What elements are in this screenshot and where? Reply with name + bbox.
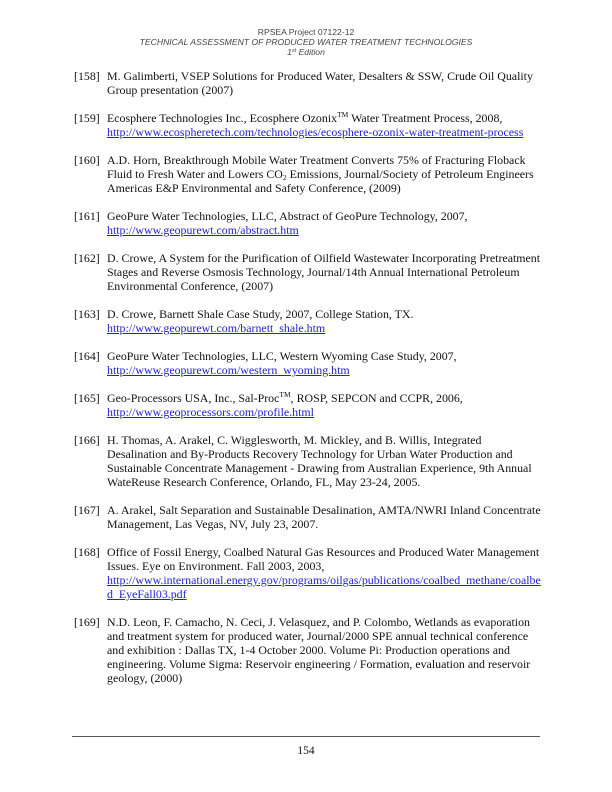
reference-text: D. Crowe, A System for the Purification of Oilfield Wastewater Incorporating Pretreatment Stages and Reverse Osmosis Technology, Journal/14th Annual International Petroleum Environmental Conference, (2007) bbox=[107, 251, 541, 293]
reference-link[interactable]: http://www.geoprocessors.com/profile.html bbox=[107, 405, 314, 419]
reference-158 bbox=[74, 69, 544, 97]
reference-number: [168] bbox=[74, 545, 100, 559]
reference-160 bbox=[74, 153, 544, 195]
trademark-mark: TM bbox=[337, 110, 349, 119]
reference-link[interactable]: http://www.geopurewt.com/barnett_shale.htm bbox=[107, 321, 326, 335]
reference-text: N.D. Leon, F. Camacho, N. Ceci, J. Velasquez, and P. Colombo, Wetlands as evaporation and treatment system for produced water, Journal/2000 SPE annual technical conference and exhibition : Dallas TX, 1-4 October 2000. Volume Pi: Production operations and engineering. Volume Sigma: Reservoir engineering / Formation, evaluation and reservoir geology, (2000) bbox=[107, 615, 531, 685]
reference-165 bbox=[74, 391, 544, 419]
reference-link[interactable]: http://www.ecospheretech.com/technologies/ecosphere-ozonix-water-treatment-process bbox=[107, 125, 524, 139]
reference-number: [162] bbox=[74, 251, 100, 265]
reference-text: GeoPure Water Technologies, LLC, Western Wyoming Case Study, 2007, http://www.geopurewt.com/western_wyoming.htm bbox=[107, 349, 457, 377]
reference-text: A.D. Horn, Breakthrough Mobile Water Treatment Converts 75% of Fracturing Floback Fluid to Fresh Water and Lowers $CO_2$ Emissions, Journal/Society of Petroleum Engineers Americas E&P Environmental and Safety Conference, (2009) bbox=[107, 153, 534, 195]
edition-suffix: st bbox=[291, 48, 297, 54]
reference-159 bbox=[74, 111, 544, 139]
document-title: TECHNICAL ASSESSMENT OF PRODUCED WATER TREATMENT TECHNOLOGIES bbox=[139, 37, 473, 47]
reference-163 bbox=[74, 307, 544, 335]
footer-divider bbox=[72, 736, 540, 737]
reference-number: [159] bbox=[74, 111, 100, 125]
reference-number: [166] bbox=[74, 433, 100, 447]
reference-167 bbox=[74, 503, 544, 531]
reference-168 bbox=[74, 545, 544, 601]
reference-link[interactable]: http://www.geopurewt.com/western_wyoming.htm bbox=[107, 363, 350, 377]
reference-number: [165] bbox=[74, 391, 100, 405]
reference-number: [160] bbox=[74, 153, 100, 167]
edition-number: 1 bbox=[287, 47, 292, 57]
reference-169 bbox=[74, 615, 544, 685]
reference-number: [164] bbox=[74, 349, 100, 363]
reference-text: H. Thomas, A. Arakel, C. Wigglesworth, M. Mickley, and B. Willis, Integrated Desalination and By-Products Recovery Technology for Urban Water Production and Sustainable Concentrate Management - Drawing from Australian Experience, 9th Annual WateReuse Research Conference, Orlando, FL, May 23-24, 2005. bbox=[107, 433, 532, 489]
reference-number: [158] bbox=[74, 69, 100, 83]
reference-166 bbox=[74, 433, 544, 489]
running-header bbox=[0, 27, 612, 57]
project-id: RPSEA Project 07122-12 bbox=[257, 27, 355, 37]
edition-text: Edition bbox=[296, 47, 325, 57]
reference-number: [163] bbox=[74, 307, 100, 321]
page-number: 154 bbox=[297, 745, 315, 757]
edition-label bbox=[0, 47, 612, 57]
reference-text: M. Galimberti, VSEP Solutions for Produced Water, Desalters & SSW, Crude Oil Quality Group presentation (2007) bbox=[107, 69, 533, 97]
subscript: 2 bbox=[282, 173, 287, 182]
reference-number: [169] bbox=[74, 615, 100, 629]
reference-164 bbox=[74, 349, 544, 377]
reference-text: A. Arakel, Salt Separation and Sustainable Desalination, AMTA/NWRI Inland Concentrate Management, Las Vegas, NV, July 23, 2007. bbox=[107, 503, 541, 531]
reference-text: Office of Fossil Energy, Coalbed Natural Gas Resources and Produced Water Management Issues. Eye on Environment. Fall 2003, 2003, http://www.international.energy.gov/programs/oilgas/publications/coalbed_methane/coalbed_EyeFall03.pdf bbox=[107, 545, 541, 601]
reference-text: D. Crowe, Barnett Shale Case Study, 2007, College Station, TX. http://www.geopurewt.com/barnett_shale.htm bbox=[107, 307, 414, 335]
trademark-mark: TM bbox=[279, 390, 291, 399]
reference-text: Ecosphere Technologies Inc., Ecosphere Ozonix™ Water Treatment Process, 2008, http://www.ecospheretech.com/technologies/ecosphere-ozonix-water-treatment-process bbox=[107, 110, 524, 139]
reference-number: [167] bbox=[74, 503, 100, 517]
reference-162 bbox=[74, 251, 544, 293]
reference-text: GeoPure Water Technologies, LLC, Abstract of GeoPure Technology, 2007, http://www.geopurewt.com/abstract.htm bbox=[107, 209, 468, 237]
reference-link[interactable]: http://www.international.energy.gov/programs/oilgas/publications/coalbed_methane/coalbed_EyeFall03.pdf bbox=[107, 573, 541, 601]
reference-link[interactable]: http://www.geopurewt.com/abstract.htm bbox=[107, 223, 299, 237]
reference-161 bbox=[74, 209, 544, 237]
reference-text: Geo-Processors USA, Inc., Sal-Proc™, ROSP, SEPCON and CCPR, 2006, http://www.geoprocessors.com/profile.html bbox=[107, 390, 463, 419]
reference-list bbox=[74, 69, 544, 699]
reference-number: [161] bbox=[74, 209, 100, 223]
